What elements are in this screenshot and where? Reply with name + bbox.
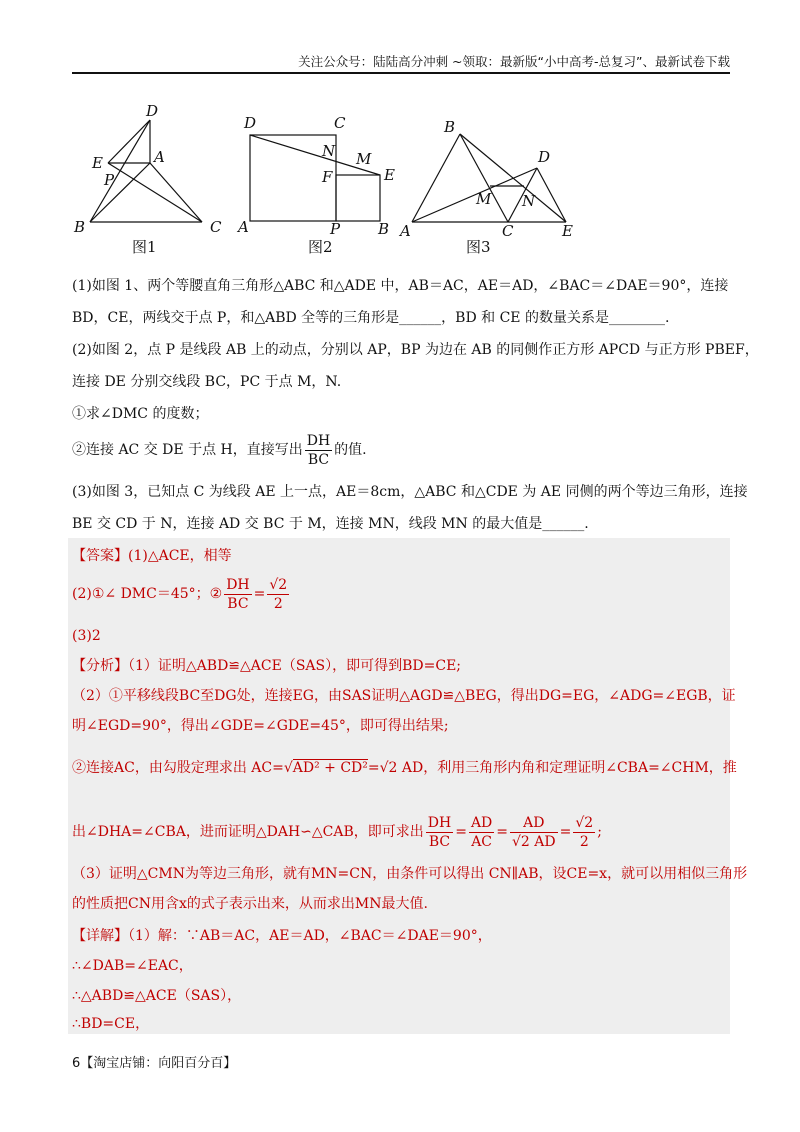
- figure-2: [250, 135, 380, 221]
- detail-2: ∴∠DAB=∠EAC，: [72, 958, 193, 974]
- answer-2-frac-den: BC: [227, 595, 249, 612]
- f4-den: 2: [579, 833, 589, 850]
- page-number: 6: [72, 1056, 81, 1071]
- answer-3: (3)2: [72, 628, 101, 644]
- fig2-label-B: B: [378, 220, 390, 238]
- fig3-label-C: C: [502, 222, 514, 240]
- fig2-label-C: C: [334, 114, 346, 132]
- analysis-5: （3）证明△CMN为等边三角形，就有MN=CN，由条件可以得出 CN∥AB，设CE=x，就可以用相似三角形: [72, 866, 748, 882]
- fig3-caption: 图3: [466, 238, 491, 256]
- q1-line2: BD，CE，两线交于点 P，和△ABD 全等的三角形是______，BD 和 CE 的数量关系是________.: [72, 310, 670, 326]
- f1-den: BC: [428, 833, 451, 850]
- f2-num: AD: [470, 814, 493, 831]
- fig3-label-E: E: [562, 222, 573, 240]
- analysis-6: 的性质把CN用含x的式子表示出来，从而求出MN最大值.: [72, 896, 428, 912]
- header-rule: [72, 72, 730, 74]
- detail-1: 【详解】（1）解：∵AB＝AC，AE＝AD，∠BAC＝∠DAE＝90°，: [72, 928, 492, 944]
- f1-num: DH: [427, 814, 452, 831]
- answer-2-rfrac-den: 2: [273, 595, 283, 612]
- q2-frac-num: DH: [306, 432, 331, 449]
- q2-sub2: [72, 430, 367, 470]
- f3-num: AD: [510, 814, 558, 833]
- q2-frac-den: BC: [307, 451, 330, 468]
- fig1-label-P: P: [104, 171, 115, 189]
- answer-2-eq: =: [253, 586, 266, 602]
- q2-line2: 连接 DE 分别交线段 BC，PC 于点 M，N.: [72, 374, 342, 390]
- analysis-3-pre: ②连接AC，由勾股定理求出 AC=: [72, 760, 284, 776]
- fig1-caption: 图1: [132, 238, 157, 256]
- figures: [72, 100, 592, 270]
- q3-line2: BE 交 CD 于 N，连接 AD 交 BC 于 M，连接 MN，线段 MN 的最大值是______.: [72, 516, 589, 532]
- answer-2-frac-num: DH: [226, 576, 250, 593]
- analysis-4-pre: 出∠DHA=∠CBA，进而证明△DAH∽△CAB，即可求出: [72, 824, 424, 840]
- page-footer: [72, 1052, 236, 1071]
- fig2-label-N: N: [322, 142, 336, 160]
- fig2-label-E: E: [384, 166, 395, 184]
- f4-num: √2: [575, 814, 594, 831]
- fig2-label-P: P: [330, 220, 341, 238]
- q2-sub1: ①求∠DMC 的度数；: [72, 406, 209, 422]
- analysis-3-mid: =√2 AD，利用三角形内角和定理证明∠CBA=∠CHM，推: [367, 760, 737, 776]
- analysis-4: 出∠DHA=∠CBA，进而证明△DAH∽△CAB，即可求出 $\frac{DH}{BC}$ = $\frac{AD}{AC}$ = $\frac{AD}{√2 AD}$ = $\frac{√2}{2}$ ;: [72, 814, 602, 850]
- fig1-label-D: D: [146, 102, 159, 120]
- q3-line1: (3)如图 3，已知点 C 为线段 AE 上一点，AE＝8cm，△ABC 和△CDE 为 AE 同侧的两个等边三角形，连接: [72, 484, 748, 500]
- detail-4: ∴BD=CE，: [72, 1016, 150, 1032]
- fig3-label-M: M: [476, 190, 492, 208]
- analysis-1: 【分析】（1）证明△ABD≌△ACE（SAS），即可得到BD=CE;: [72, 658, 462, 674]
- q1-line1: (1)如图 1、两个等腰直角三角形△ABC 和△ADE 中，AB＝AC，AE＝AD，∠BAC＝∠DAE＝90°，连接: [72, 278, 729, 294]
- analysis-frac-4: [573, 814, 595, 851]
- answer-2-frac: [224, 576, 251, 613]
- footer-text: 【淘宝店铺：向阳百分百】: [80, 1056, 237, 1071]
- fig3-label-B: B: [444, 118, 456, 136]
- analysis-frac-3: [510, 814, 558, 851]
- answer-2-rfrac-num: √2: [269, 576, 288, 593]
- answer-2-rfrac: [267, 576, 289, 613]
- q2-sub2-post: 的值.: [334, 442, 367, 458]
- fig3-label-N: N: [522, 192, 536, 210]
- analysis-frac-2: [469, 814, 494, 851]
- q2-sub2-pre: ②连接 AC 交 DE 于点 H，直接写出: [72, 442, 303, 458]
- fig2-label-A: A: [238, 218, 249, 236]
- f2-den: AC: [471, 833, 493, 850]
- fig3-label-A: A: [400, 222, 411, 240]
- analysis-2b: 明∠EGD=90°，得出∠GDE=∠GDE=45°，即可得出结果;: [72, 718, 449, 734]
- analysis-3-sqrt: AD² + CD²: [292, 760, 368, 776]
- fig2-caption: 图2: [308, 238, 333, 256]
- f3-den: √2 AD: [512, 833, 556, 850]
- detail-3: ∴△ABD≌△ACE（SAS），: [72, 988, 242, 1004]
- q2-fraction: [305, 432, 332, 469]
- fig2-label-D: D: [244, 114, 257, 132]
- page-header: 关注公众号：陆陆高分冲刺 ~领取：最新版“小中高考-总复习”、最新试卷下载: [298, 54, 730, 69]
- sqrt-sign: √: [283, 760, 293, 776]
- answer-2: [72, 574, 291, 614]
- q2-line1: (2)如图 2，点 P 是线段 AB 上的动点，分别以 AP，BP 为边在 AB 的同侧作正方形 APCD 与正方形 PBEF，: [72, 342, 759, 358]
- answer-1: 【答案】(1)△ACE，相等: [72, 548, 232, 564]
- analysis-2a: （2）①平移线段BC至DG处，连接EG，由SAS证明△AGD≌△BEG，得出DG=EG，∠ADG=∠EGB，证: [72, 688, 736, 704]
- fig1-label-E: E: [92, 154, 103, 172]
- fig2-label-M: M: [356, 150, 372, 168]
- analysis-3: [72, 758, 737, 778]
- analysis-4-post: ;: [597, 824, 602, 840]
- analysis-frac-1: [426, 814, 453, 851]
- fig2-label-F: F: [322, 168, 333, 186]
- fig3-label-D: D: [538, 148, 551, 166]
- answer-2-pre: (2)①∠ DMC＝45°；②: [72, 586, 223, 602]
- fig1-label-A: A: [154, 148, 165, 166]
- fig1-label-B: B: [74, 218, 86, 236]
- fig1-label-C: C: [210, 218, 222, 236]
